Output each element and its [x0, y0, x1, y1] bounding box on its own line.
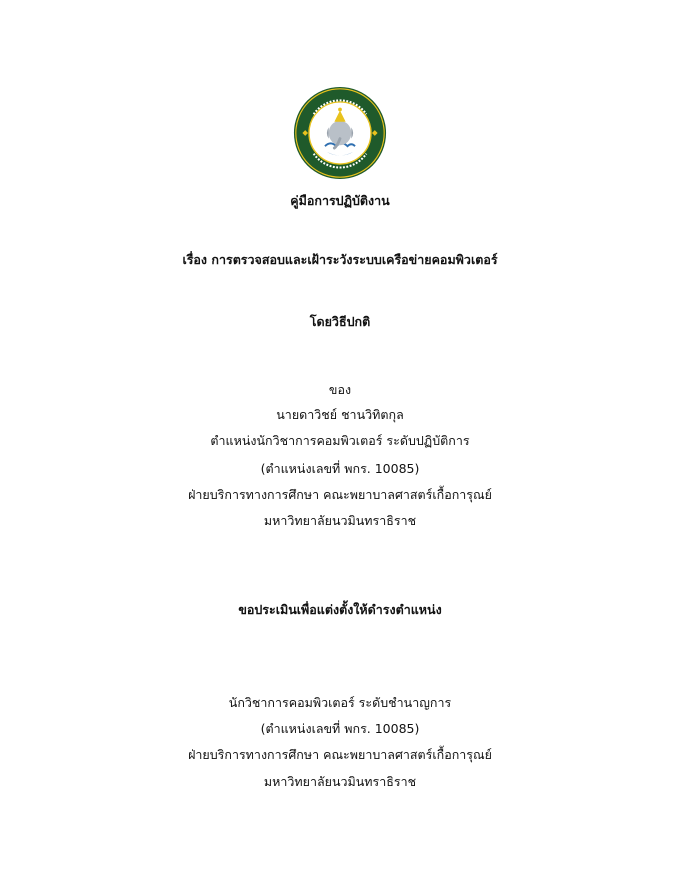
- target-department: ฝ่ายบริการทางการศึกษา คณะพยาบาลศาสตร์เกื้อการุณย์: [188, 747, 492, 762]
- document-title: คู่มือการปฏิบัติงาน: [290, 193, 390, 208]
- owner-label: ของ: [328, 382, 352, 397]
- target-university: มหาวิทยาลัยนวมินทราธิราช: [263, 774, 417, 789]
- owner-university: มหาวิทยาลัยนวมินทราธิราช: [263, 513, 417, 528]
- owner-name: นายดาวิชย์ ชานวิทิตกุล: [276, 407, 404, 422]
- university-seal-logo: [293, 86, 387, 180]
- evaluation-purpose: ขอประเมินเพื่อแต่งตั้งให้ดำรงตำแหน่ง: [238, 602, 442, 617]
- owner-position-number: (ตำแหน่งเลขที่ พกร. 10085): [260, 461, 420, 476]
- target-position-number: (ตำแหน่งเลขที่ พกร. 10085): [260, 721, 420, 736]
- document-subject: เรื่อง การตรวจสอบและเฝ้าระวังระบบเครือข่ายคอมพิวเตอร์: [182, 252, 498, 267]
- document-method: โดยวิธีปกติ: [309, 314, 371, 329]
- owner-position: ตำแหน่งนักวิชาการคอมพิวเตอร์ ระดับปฏิบัติการ: [210, 433, 470, 448]
- seal-crown-jewel: [338, 108, 342, 112]
- owner-department: ฝ่ายบริการทางการศึกษา คณะพยาบาลศาสตร์เกื้อการุณย์: [188, 487, 492, 502]
- target-position: นักวิชาการคอมพิวเตอร์ ระดับชำนาญการ: [228, 695, 452, 710]
